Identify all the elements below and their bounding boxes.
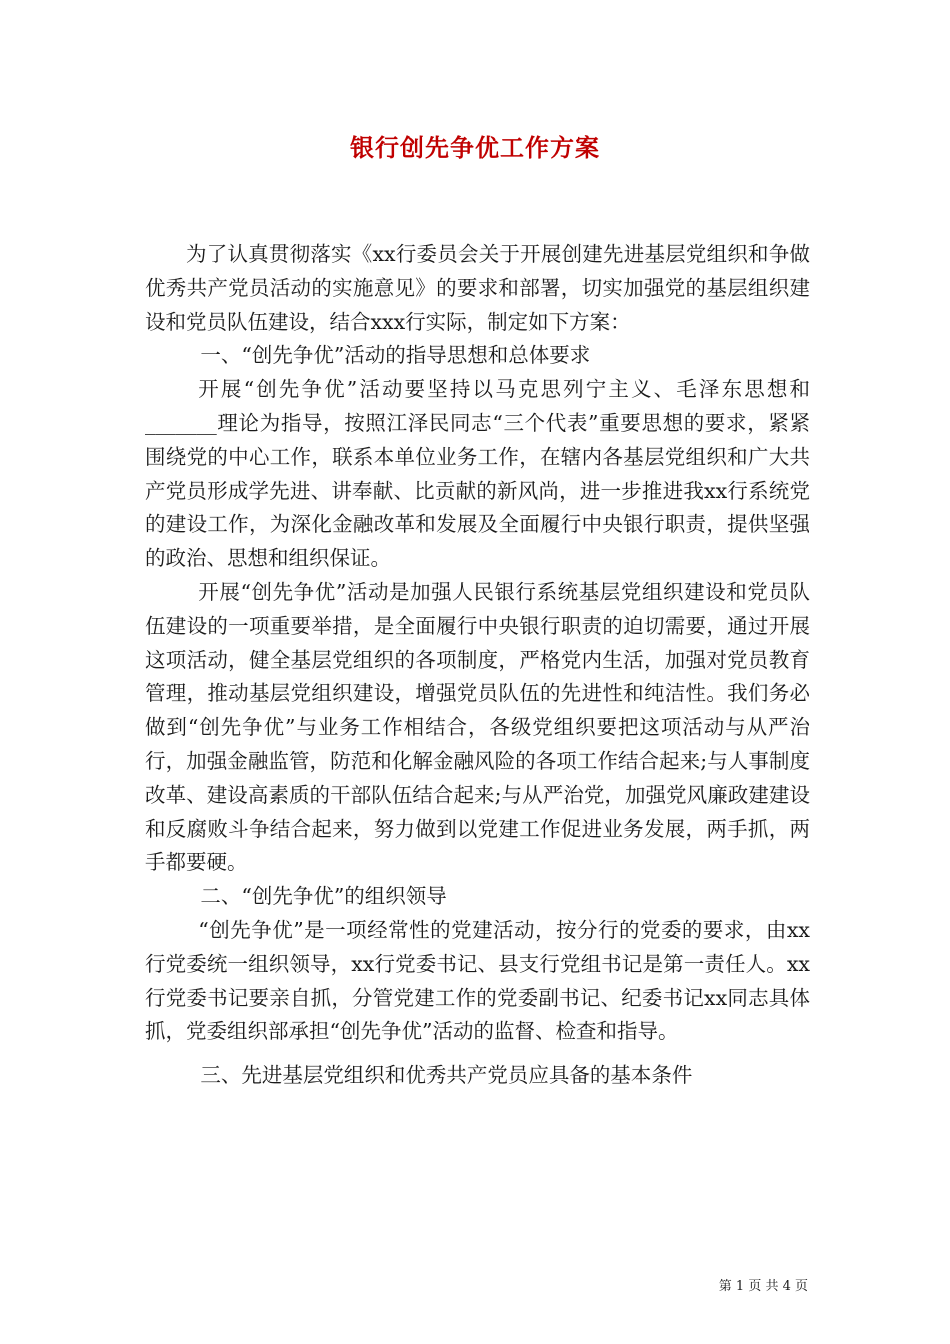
section-heading-3: 三、先进基层党组织和优秀共产党员应具备的基本条件	[200, 1063, 693, 1088]
paragraph-leadership: “创先争优”是一项经常性的党建活动，按分行的党委的要求，由xx行党委统一组织领导，xx行党委书记、县支行党组书记是第一责任人。xx行党委书记要亲自抓，分管党建工作的党委副书记、纪委书记xx同志具体抓，党委组织部承担“创先争优”活动的监督、检查和指导。	[145, 917, 810, 1044]
section-heading-2: 二、“创先争优”的组织领导	[200, 884, 447, 909]
page-number: 第 1 页 共 4 页	[718, 1279, 808, 1294]
paragraph-intro: 为了认真贯彻落实《xx行委员会关于开展创建先进基层党组织和争做优秀共产党员活动的实施意见》的要求和部署，切实加强党的基层组织建设和党员队伍建设，结合xxx行实际，制定如下方案：	[145, 242, 810, 334]
section-heading-1: 一、“创先争优”活动的指导思想和总体要求	[200, 343, 591, 368]
paragraph-importance: 开展“创先争优”活动是加强人民银行系统基层党组织建设和党员队伍建设的一项重要举措，是全面履行中央银行职责的迫切需要，通过开展这项活动，健全基层党组织的各项制度，严格党内生活，加强对党员教育管理，推动基层党组织建设，增强党员队伍的先进性和纯洁性。我们务必做到“创先争优”与业务工作相结合，各级党组织要把这项活动与从严治行，加强金融监管，防范和化解金融风险的各项工作结合起来;与人事制度改革、建设高素质的干部队伍结合起来;与从严治党，加强党风廉政建建设和反腐败斗争结合起来，努力做到以党建工作促进业务发展，两手抓，两手都要硬。	[145, 579, 810, 875]
document-title: 银行创先争优工作方案	[350, 133, 600, 162]
document-body	[145, 238, 810, 1093]
paragraph-guiding-thought: 开展“创先争优”活动要坚持以马克思列宁主义、毛泽东思想和_______理论为指导，按照江泽民同志“三个代表”重要思想的要求，紧紧围绕党的中心工作，联系本单位业务工作，在辖内各基层党组织和广大共产党员形成学先进、讲奉献、比贡献的新风尚，进一步推进我xx行系统党的建设工作，为深化金融改革和发展及全面履行中央银行职责，提供坚强的政治、思想和组织保证。	[145, 377, 810, 571]
